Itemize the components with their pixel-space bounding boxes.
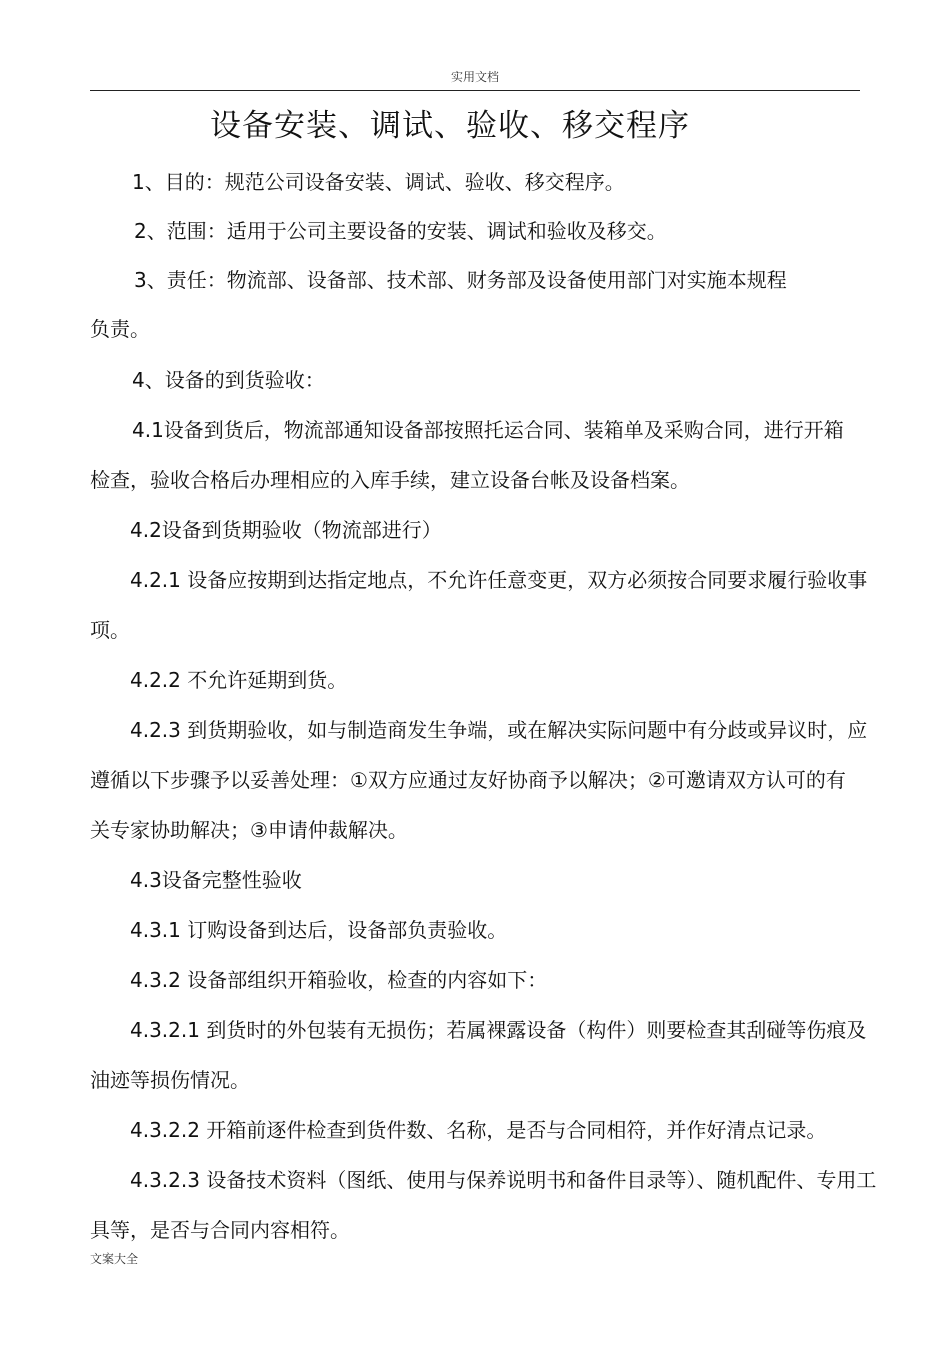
- page-footer-label: 文案大全: [90, 1252, 139, 1266]
- section-4-1-line2: 检查，验收合格后办理相应的入库手续，建立设备台帐及设备档案。: [90, 468, 690, 492]
- section-4-2-2: 4.2.2 不允许延期到货。: [130, 668, 348, 692]
- page-header-label: 实用文档: [450, 70, 499, 84]
- section-4-3-2-1-line1: 4.3.2.1 到货时的外包装有无损伤；若属裸露设备（构件）则要检查其刮碰等伤痕及: [130, 1018, 867, 1042]
- section-4-2-1-line2: 项。: [90, 618, 130, 642]
- section-4-2-3-line2: 遵循以下步骤予以妥善处理：①双方应通过友好协商予以解决；②可邀请双方认可的有: [90, 768, 846, 792]
- section-4-heading: 4、设备的到货验收：: [132, 368, 325, 392]
- section-4-3-2-2: 4.3.2.2 开箱前逐件检查到货件数、名称，是否与合同相符，并作好清点记录。: [130, 1118, 827, 1142]
- section-4-3-2: 4.3.2 设备部组织开箱验收，检查的内容如下：: [130, 968, 548, 992]
- section-4-3-2-1-line2: 油迹等损伤情况。: [90, 1068, 250, 1092]
- section-4-2-1-line1: 4.2.1 设备应按期到达指定地点，不允许任意变更，双方必须按合同要求履行验收事: [130, 568, 868, 592]
- section-4-3-2-3-line1: 4.3.2.3 设备技术资料（图纸、使用与保养说明书和备件目录等）、随机配件、专用工: [130, 1168, 877, 1192]
- section-3-responsibility-line2: 负责。: [90, 317, 150, 341]
- section-4-1-line1: 4.1设备到货后，物流部通知设备部按照托运合同、装箱单及采购合同，进行开箱: [132, 418, 844, 442]
- section-1-purpose: 1、目的：规范公司设备安装、调试、验收、移交程序。: [132, 170, 625, 194]
- section-4-3-2-3-line2: 具等，是否与合同内容相符。: [90, 1218, 350, 1242]
- section-3-responsibility-line1: 3、责任：物流部、设备部、技术部、财务部及设备使用部门对实施本规程: [134, 268, 787, 292]
- section-4-2-3-line3: 关专家协助解决；③申请仲裁解决。: [90, 818, 408, 842]
- header-divider: [90, 90, 860, 91]
- document-title: 设备安装、调试、验收、移交程序: [210, 108, 690, 144]
- section-4-3-heading: 4.3设备完整性验收: [130, 868, 302, 892]
- section-2-scope: 2、范围：适用于公司主要设备的安装、调试和验收及移交。: [134, 219, 667, 243]
- section-4-2-heading: 4.2设备到货期验收（物流部进行）: [130, 518, 442, 542]
- section-4-2-3-line1: 4.2.3 到货期验收，如与制造商发生争端，或在解决实际问题中有分歧或异议时，应: [130, 718, 868, 742]
- section-4-3-1: 4.3.1 订购设备到达后，设备部负责验收。: [130, 918, 508, 942]
